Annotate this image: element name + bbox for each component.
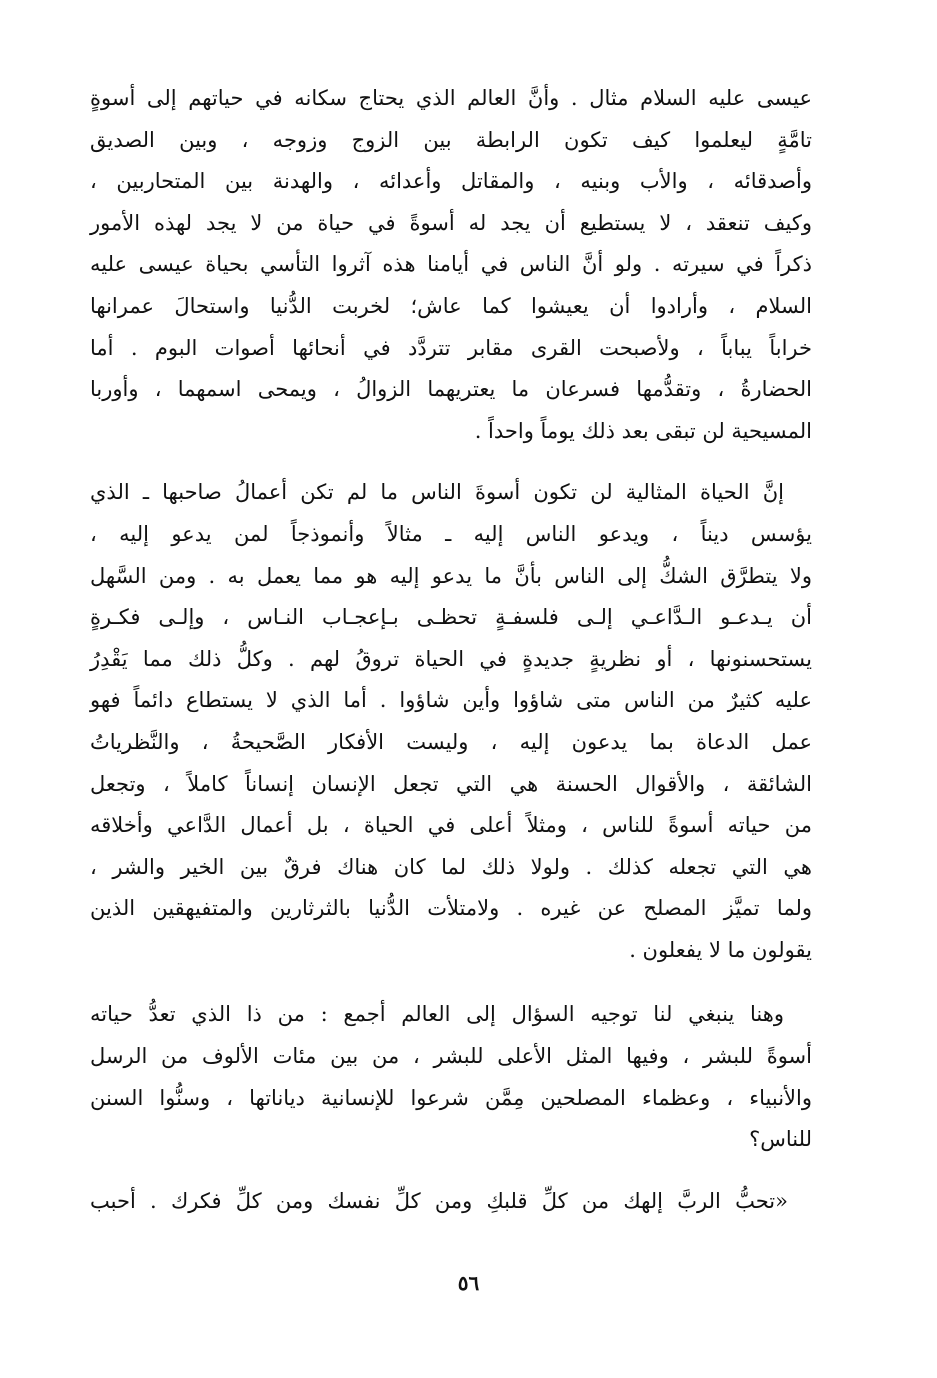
paragraph-line: عليه كثيرٌ من الناس متى شاؤوا وأين شاؤوا . أما الذي لا يستطاع دائماً فهو [90,688,812,713]
paragraph-line: المسيحية لن تبقى بعد ذلك يوماً واحداً . [474,418,812,443]
paragraph-line: من حياته أسوةً للناس ، ومثلاً أعلى في الحياة ، بل أعمال الدَّاعي وأخلاقه [90,813,812,838]
paragraph-line: أن يـدعـو الـدَّاعـي إلـى فلسفـةٍ تحظـى بـإعجـاب النـاس ، وإلـى فكـرةٍ [90,605,812,630]
paragraph-line: تامَّةٍ ليعلموا كيف تكون الرابطة بين الزوج وزوجه ، وبين الصديق [90,127,812,152]
paragraph-line: ولا يتطرَّق الشكُّ إلى الناس بأنَّ ما يدعو إليه هو مما يعمل به . ومن السَّهل [90,563,812,588]
paragraph-line: عيسى عليه السلام مثال . وأنَّ العالم الذي يحتاج سكانه في حياتهم إلى أسوةٍ [90,86,812,110]
paragraph-line: يستحسنونها ، أو نظريةٍ جديدةٍ في الحياة تروقُ لهم . وكلُّ ذلك مما يَقْدِرُ [90,646,812,671]
paragraph-line: الشائقة ، والأقوال الحسنة هي التي تجعل الإنسان إنساناً كاملاً ، وتجعل [90,771,812,796]
paragraph-line: يؤسس ديناً ، ويدعو الناس إليه ـ مثالاً وأنموذجاً لمن يدعو إليه ، [90,521,812,546]
paragraph-line: وكيف تنعقد ، لا يستطيع أن يجد له أسوةً في حياة من لا يجد لهذه الأمور [90,210,812,235]
paragraph-line: وأصدقائه ، والأب وبنيه ، والمقاتل وأعدائه ، والهدنة بين المتحاربين ، [90,169,812,194]
paragraph-line: والأنبياء ، وعظماء المصلحين مِمَّن شرعوا للإنسانية دياناتها ، وسنُّوا السنن [90,1085,812,1110]
paragraph-line: ذكراً في سيرته . ولو أنَّ الناس في أيامنا هذه آثروا التأسي بحياة عيسى عليه [90,252,812,277]
page-body [90,78,812,1242]
paragraph-line: خراباً يباباً ، ولأصبحت القرى مقابر تتردَّد في أنحائها أصوات البوم . أما [90,335,812,360]
paragraph-1 [90,78,812,452]
paragraph-line: وهنا ينبغي لنا توجيه السؤال إلى العالم أجمع : من ذا الذي تعدُّ حياته [90,1002,784,1027]
paragraph-line: يقولون ما لا يفعلون . [629,937,812,962]
paragraph-line: هي التي تجعله كذلك . ولولا ذلك لما كان هناك فرقٌ بين الخير والشر ، [90,854,812,879]
paragraph-line: أسوةً للبشر ، وفيها المثل الأعلى للبشر ، من بين مئات الألوف من الرسل [90,1044,812,1069]
paragraph-line: ولما تميَّز المصلح عن غيره . ولامتلأت الدُّنيا بالثرثارين والمتفيهقين الذين [90,896,812,921]
paragraph-3 [90,994,812,1160]
paragraph-2 [90,472,812,971]
paragraph-4 [90,1181,812,1223]
paragraph-line: الحضارةُ ، وتقدُّمها فسرعان ما يعتريهما الزوالُ ، ويمحى اسمهما ، وأوربا [90,377,812,402]
paragraph-line: عمل الدعاة بما يدعون إليه ، وليست الأفكار الصَّحيحةُ ، والنَّظرياتُ [90,729,812,754]
page-number: ٥٦ [457,1271,480,1295]
paragraph-line: «تحبُّ الربَّ إلهك من كلِّ قلبكِ ومن كلِّ نفسك ومن كلِّ فكرك . أحبب [90,1188,788,1213]
paragraph-line: إنَّ الحياة المثالية لن تكون أسوةَ الناس ما لم تكن أعمالُ صاحبها ـ الذي [90,480,784,505]
paragraph-line: السلام ، وأرادوا أن يعيشوا كما عاش؛ لخربت الدُّنيا واستحالَ عمرانها [90,293,812,318]
paragraph-line: للناس؟ [749,1127,812,1152]
